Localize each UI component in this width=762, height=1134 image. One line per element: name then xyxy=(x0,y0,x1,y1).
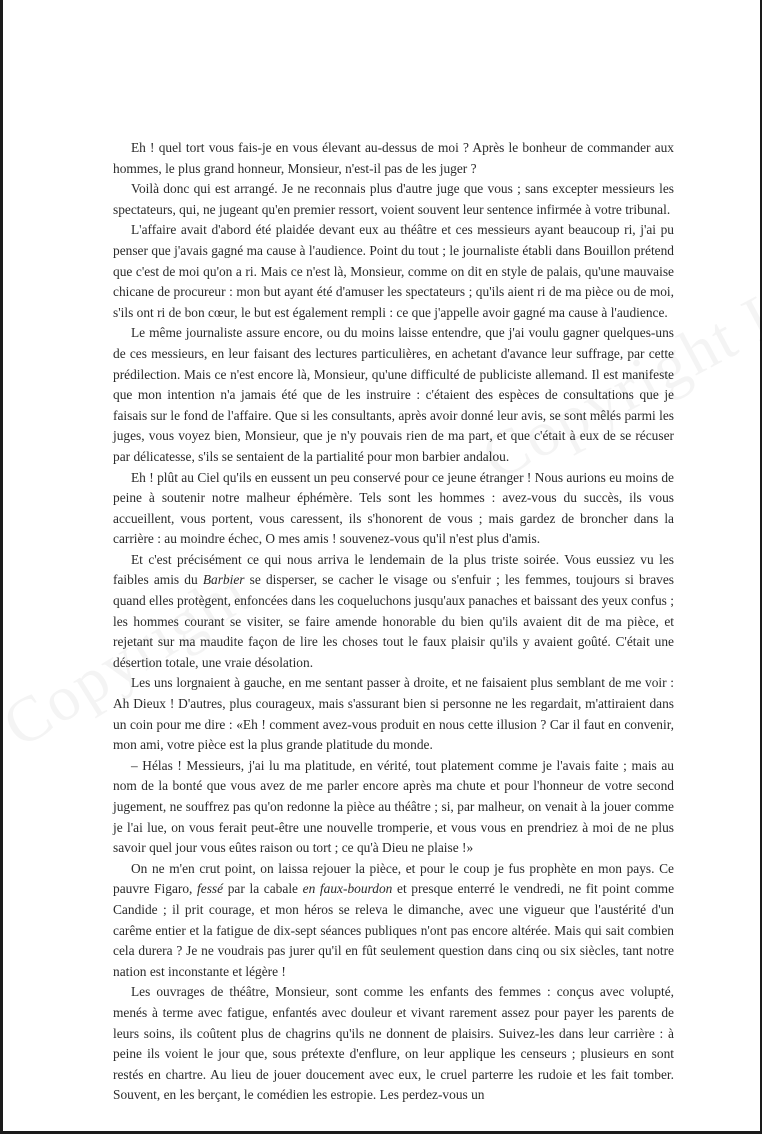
italic-text-run: fessé xyxy=(197,881,224,897)
text-run: – Hélas ! Messieurs, j'ai lu ma platitude, en vérité, tout platement comme je l'avais faite ; mais au nom de la bonté que vous avez de me parler encore après ma chute et pour l'honneur de votre second jugement, ne souffrez pas qu'on redonne la pièce au théâtre ; si, par malheur, on venait à la jouer comme je l'ai lue, on vous ferait peut-être une nouvelle tromperie, et vous vous en prendriez à moi de ne plus savoir quel jour vous eûtes raison ou tort ; ce qu'à Dieu ne plaise !» xyxy=(113,757,674,856)
text-run: Voilà donc qui est arrangé. Je ne reconnais plus d'autre juge que vous ; sans excepter messieurs les spectateurs, qui, ne jugeant qu'en premier ressort, voient souvent leur sentence infirmée à votre tribunal. xyxy=(113,181,674,217)
text-run: Eh ! quel tort vous fais-je en vous élevant au-dessus de moi ? Après le bonheur de commander aux hommes, le plus grand honneur, Monsieur, n'est-il pas de les juger ? xyxy=(113,140,674,176)
text-run: Eh ! plût au Ciel qu'ils en eussent un peu conservé pour ce jeune étranger ! Nous aurions eu moins de peine à soutenir notre malheur éphémère. Tels sont les hommes : avez-vous du succès, ils vous accueillent, vous portent, vous caressent, ils s'honorent de vous ; mais gardez de broncher dans la carrière : au moindre échec, O mes amis ! souvenez-vous qu'il n'est plus d'amis. xyxy=(113,469,674,547)
text-run: se disperser, se cacher le visage ou s'enfuir ; les femmes, toujours si braves quand elles protègent, enfoncées dans les coqueluchons jusqu'aux panaches et baissant des yeux confus ; les hommes courant se visiter, se faire amende honorable du bien qu'ils avaient dit de ma pièce, et rejetant sur ma maudite façon de lire les choses tout le faux plaisir qu'ils y avaient goûté. C'était une désertion totale, une vraie désolation. xyxy=(113,572,675,670)
text-run: Les uns lorgnaient à gauche, en me sentant passer à droite, et ne faisaient plus semblant de me voir : Ah Dieux ! D'autres, plus courageux, mais s'assurant bien si personne ne les regardait, m'attiraient dans un coin pour me dire : «Eh ! comment avez-vous produit en nous cette illusion ? Car il faut en convenir, mon ami, votre pièce est la plus grande platitude du monde. xyxy=(113,675,674,753)
paragraph xyxy=(113,859,674,983)
paragraph xyxy=(113,756,674,859)
paragraph xyxy=(113,982,674,1106)
paragraph xyxy=(113,673,674,755)
text-run: On ne m'en crut point, on laissa rejouer la pièce, et pour le coup je fus prophète en mon pays. Ce pauvre Figaro, xyxy=(113,860,674,897)
paragraph xyxy=(113,323,674,467)
text-run: Le même journaliste assure encore, ou du moins laisse entendre, que j'ai voulu gagner quelques-uns de ces messieurs, en leur faisant des lectures particulières, en achetant d'avance leur suffrage, par cette prédilection. Mais ce n'est encore là, Monsieur, qu'une difficulté de publiciste allemand. Il est manifeste que mon intention n'a jamais été que de les instruire : c'étaient des espèces de consultations que je faisais sur le fond de l'affaire. Que si les consultants, après avoir donné leur avis, se sont mêlés parmi les juges, vous voyez bien, Monsieur, que je n'y pouvais rien de ma part, et que c'était à eux de se récuser par délicatesse, s'ils se sentaient de la partialité pour mon barbier andalou. xyxy=(113,325,674,464)
paragraph xyxy=(113,468,674,550)
paragraph xyxy=(113,550,674,674)
paragraph xyxy=(113,220,674,323)
text-run: L'affaire avait d'abord été plaidée devant eux au théâtre et ces messieurs ayant beaucoup ri, j'ai pu penser que j'avais gagné ma cause à l'audience. Point du tout ; le journaliste établi dans Bouillon prétend que c'est de moi qu'on a ri. Mais ce n'est là, Monsieur, comme on dit en style de palais, qu'une mauvaise chicane de procureur : mon but ayant été d'amuser les spectateurs ; qu'ils aient ri de ma pièce ou de moi, s'ils ont ri de bon cœur, le but est également rempli : ce que j'appelle avoir gagné ma cause à l'audience. xyxy=(113,222,674,320)
paragraph xyxy=(113,179,674,220)
text-run: et presque enterré le vendredi, ne fit point comme Candide ; il prit courage, et mon héros se releva le dimanche, avec une vigueur que l'austérité d'un carême entier et la fatigue de dix-sept séances publiques n'ont pas encore altérée. Mais qui sait combien cela durera ? Je ne voudrais pas jurer qu'il en fût seulement question dans cinq ou six siècles, tant notre nation est inconstante et légère ! xyxy=(113,881,675,979)
paragraph xyxy=(113,138,674,179)
text-run: Et c'est précisément ce qui nous arriva le lendemain de la plus triste soirée. Vous eussiez vu les faibles amis du xyxy=(113,551,674,588)
text-run: Les ouvrages de théâtre, Monsieur, sont comme les enfants des femmes : conçus avec volupté, menés à terme avec fatigue, enfantés avec douleur et vivant rarement assez pour payer les parents de leurs soins, ils coûtent plus de chagrins qu'ils ne donnent de plaisirs. Suivez-les dans leur carrière : à peine ils voient le jour que, sous prétexte d'enflure, on leur applique les censeurs ; plusieurs en sont restés en chartre. Au lieu de jouer doucement avec eux, le cruel parterre les rudoie et les fait tomber. Souvent, en les berçant, le comédien les estropie. Les perdez-vous un xyxy=(113,984,674,1103)
italic-text-run: Barbier xyxy=(202,572,245,588)
scan-edge-left xyxy=(0,0,3,1134)
text-run: par la cabale xyxy=(223,881,303,897)
italic-text-run: en faux-bourdon xyxy=(302,881,393,897)
page-body xyxy=(113,138,674,1106)
